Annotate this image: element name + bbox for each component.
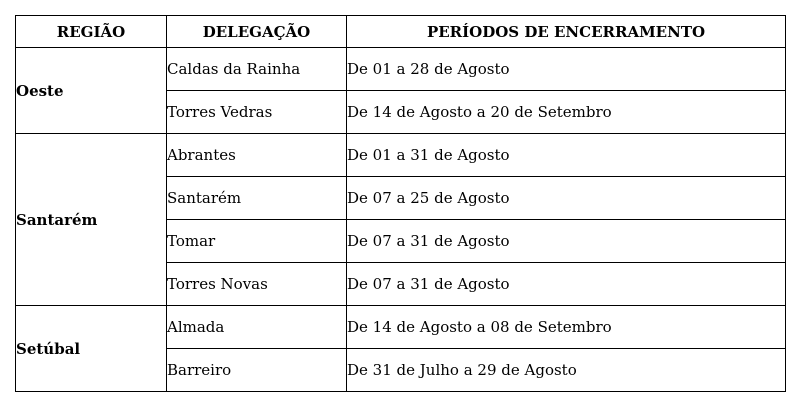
table-row <box>16 134 786 177</box>
delegation-cell: Santarém <box>167 177 347 220</box>
header-delegation: DELEGAÇÃO <box>167 16 347 48</box>
table-body <box>16 48 786 392</box>
delegation-cell: Barreiro <box>167 349 347 392</box>
period-cell: De 14 de Agosto a 20 de Setembro <box>347 91 786 134</box>
delegation-cell: Caldas da Rainha <box>167 48 347 91</box>
period-cell: De 07 a 31 de Agosto <box>347 263 786 306</box>
delegation-cell: Tomar <box>167 220 347 263</box>
period-cell: De 14 de Agosto a 08 de Setembro <box>347 306 786 349</box>
table-row <box>16 48 786 91</box>
header-row <box>16 16 786 48</box>
delegation-cell: Torres Novas <box>167 263 347 306</box>
table-row <box>16 306 786 349</box>
header-region: REGIÃO <box>16 16 167 48</box>
region-cell-setubal: Setúbal <box>16 306 167 392</box>
delegation-cell: Abrantes <box>167 134 347 177</box>
region-cell-oeste: Oeste <box>16 48 167 134</box>
closure-periods-table <box>15 15 786 392</box>
period-cell: De 07 a 25 de Agosto <box>347 177 786 220</box>
delegation-cell: Almada <box>167 306 347 349</box>
header-periods: PERÍODOS DE ENCERRAMENTO <box>347 16 786 48</box>
table-header <box>16 16 786 48</box>
period-cell: De 07 a 31 de Agosto <box>347 220 786 263</box>
delegation-cell: Torres Vedras <box>167 91 347 134</box>
region-cell-santarem: Santarém <box>16 134 167 306</box>
period-cell: De 01 a 31 de Agosto <box>347 134 786 177</box>
period-cell: De 01 a 28 de Agosto <box>347 48 786 91</box>
period-cell: De 31 de Julho a 29 de Agosto <box>347 349 786 392</box>
